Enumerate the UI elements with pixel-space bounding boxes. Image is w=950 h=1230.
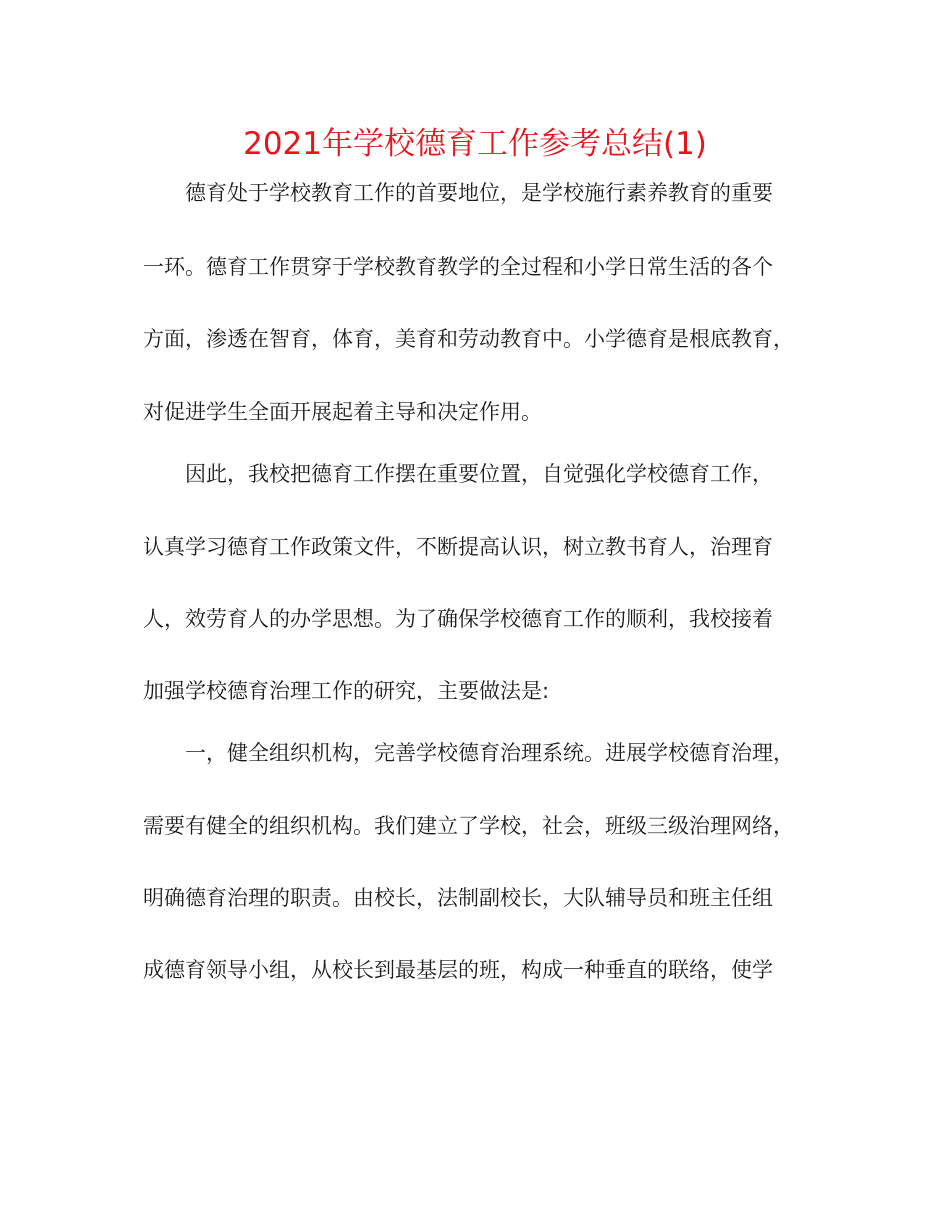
paragraph-line: 对促进学生全面开展起着主导和决定作用。 (143, 400, 542, 424)
paragraph-line: 加强学校德育治理工作的研究，主要做法是: (143, 679, 550, 703)
paragraph-line: 德育处于学校教育工作的首要地位，是学校施行素养教育的重要 (185, 181, 773, 205)
paragraph-line: 需要有健全的组织机构。我们建立了学校，社会，班级三级治理网络， (143, 814, 794, 838)
paragraph-line: 一环。德育工作贯穿于学校教育教学的全过程和小学日常生活的各个 (143, 255, 773, 279)
paragraph-line: 成德育领导小组，从校长到最基层的班，构成一种垂直的联络，使学 (143, 958, 773, 982)
document-title: 2021年学校德育工作参考总结(1) (243, 126, 707, 162)
paragraph-line: 明确德育治理的职责。由校长，法制副校长，大队辅导员和班主任组 (143, 886, 773, 910)
paragraph-line: 方面，渗透在智育，体育，美育和劳动教育中。小学德育是根底教育， (143, 327, 794, 351)
paragraph-line: 人，效劳育人的办学思想。为了确保学校德育工作的顺利，我校接着 (143, 607, 773, 631)
paragraph-line: 因此，我校把德育工作摆在重要位置，自觉强化学校德育工作， (185, 462, 773, 486)
paragraph-line: 一，健全组织机构，完善学校德育治理系统。进展学校德育治理， (185, 741, 794, 765)
paragraph-line: 认真学习德育工作政策文件，不断提高认识，树立教书育人，治理育 (143, 535, 773, 559)
